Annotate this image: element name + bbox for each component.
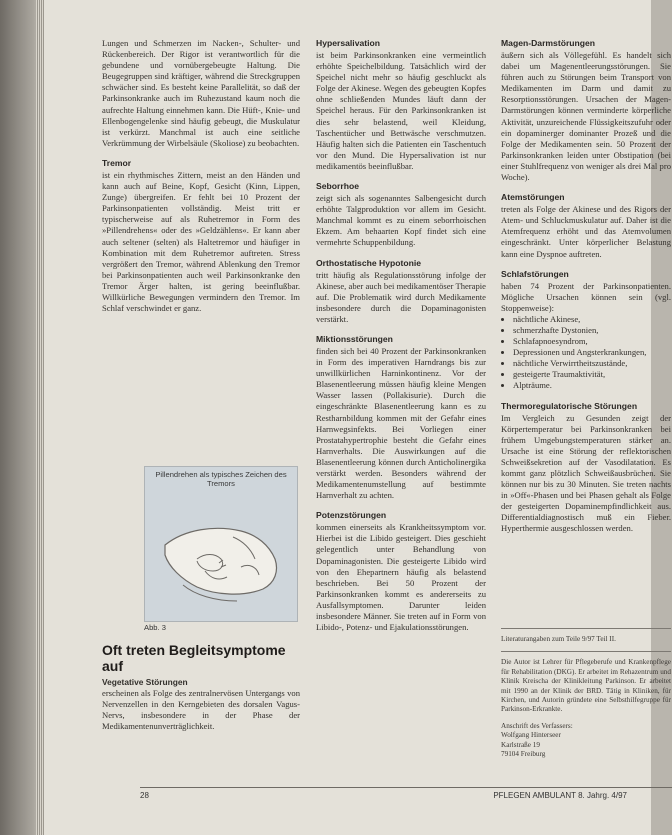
- list-item: • nächtliche Akinese,: [513, 314, 671, 325]
- magazine-issue: PFLEGEN AMBULANT 8. Jahrg. 4/97: [493, 791, 627, 800]
- list-item: • gesteigerte Traumaktivität,: [513, 369, 671, 380]
- list-item: • schmerzhafte Dystonien,: [513, 325, 671, 336]
- intro-paragraph: Lungen und Schmerzen im Nacken-, Schulter- und Rückenbereich. Der Rigor ist verantwortlich für die gebundene und vornübergebeugte Haltung. Die Beugegruppen sind kräftiger, während die Streckgruppen schwächer sind. Es besteht keine Parallelität, so daß der Parkinsonkranke auch im Ruhezustand kaum noch die aufrechte Haltung einnehmen kann. Die Hüft-, Knie- und Ellenbogengelenke sind häufig gebeugt, die Muskulatur ist verkürzt. Manchmal ist auch eine seitliche Verkrümmung der Wirbelsäule (Skoliose) zu beobachten.: [102, 38, 300, 148]
- schlaf-paragraph: haben 74 Prozent der Parkinsonpatienten. Mögliche Ursachen können sein (vgl. Stoppenweise):: [501, 280, 671, 313]
- tremor-paragraph: ist ein rhythmisches Zittern, meist an den Händen und kann auch auf Beine, Kopf, Gesicht (Kinn, Lippen, Zunge) übergreifen. Er fehlt bei 10 Prozent der Parkinsonpatienten vollständig. Meist tritt er typischerweise auf als Ruhetremor in Form des »Pillendrehens« oder des »Geldzählens«. Er kann aber auch seltener (selten) als Haltetremor und häufiger in Kombination mit dem Ruhetremor auftreten. Stress vergrößert den Tremor, während Ablenkung den Tremor bei Parkinsonpatienten auch weil Parkinsonkranke den Tremor Ärger halten, ist gering beeinflußbar. Willkürliche Bewegungen vermindern den Tremor. Im Schlaf verschwindet er ganz.: [102, 169, 300, 314]
- miktion-heading: Miktionsstörungen: [316, 333, 393, 344]
- address-street: Karlstraße 19: [501, 740, 540, 749]
- list-item: • Depressionen und Angsterkrankungen,: [513, 347, 671, 358]
- atem-paragraph: treten als Folge der Akinese und des Rigors der Atem- und Schluckmuskulatur auf. Daher ist die Atemfrequenz erhöht und das Atemvolumen eingeschränkt. Unter körperlicher Belastung kann eine Dyspnoe auftreten.: [501, 204, 671, 259]
- section-heading: Oft treten Begleitsymptome auf: [102, 642, 286, 674]
- column-3: [501, 38, 671, 544]
- column-1-lower: [102, 642, 300, 741]
- address-label: Anschrift des Verfassers:: [501, 721, 573, 730]
- column-2: [316, 38, 486, 642]
- potenz-heading: Potenzstörungen: [316, 510, 387, 521]
- address-name: Wolfgang Hinterseer: [501, 731, 561, 740]
- magen-paragraph: äußern sich als Völlegefühl. Es handelt sich dabei um Magenentleerungsstörungen. Sie führen auch zu Störungen beim Transport von Medikamenten im Darm und damit zu Resorptionsstörungen. Ursachen der Magen-Darmstörungen können verminderte körperliche Aktivität, unzureichende Flüssigkeitszufuhr oder ein dopaminerger dominanter Prozeß und die Folge der Medikamenten sein. 50 Prozent der Parkinsonkranken leiden unter Obstipation (bei einer Stuhlfrequenz von weniger als drei Mal pro Woche).: [501, 50, 671, 183]
- figure-label: Abb. 3: [144, 623, 166, 632]
- schlaf-list: [501, 314, 671, 392]
- note-divider: [501, 628, 671, 629]
- magen-heading: Magen-Darmstörungen: [501, 38, 596, 48]
- tremor-heading: Tremor: [102, 157, 132, 168]
- tremor-illustration: [144, 466, 298, 622]
- hypersalivation-heading: Hypersalivation: [316, 38, 380, 48]
- page-number: 28: [140, 791, 149, 800]
- figure-caption: Pillendrehen als typisches Zeichen des Tremors: [155, 470, 287, 488]
- thermo-heading: Thermoregulatorische Störungen: [501, 400, 638, 411]
- seborrhoe-heading: Seborrhoe: [316, 181, 359, 192]
- vegetative-paragraph: erscheinen als Folge des zentralnervösen Untergangs von Nervenzellen in den Kerngebieten des dorsalen Vagus-Nervs, insbesondere in der Phase der Medikamentenunverträglichkeit.: [102, 688, 300, 732]
- address-city: 79104 Freiburg: [501, 750, 546, 759]
- hypersalivation-paragraph: ist beim Parkinsonkranken eine vermeintlich erhöhte Speichelbildung. Tatsächlich wird der Speichel nicht mehr so häufig geschluckt als Folge der Akinese. Wegen des gebeugten Kopfes ohne schließenden Mundes läuft dann der Speichel heraus. Für den Parkinsonkranken ist dies sehr belastend, weil Kleidung, Taschentücher und Bettwäsche verschmutzen. Häufig halten sich die Patienten ein Taschentuch vor den Mund. Die Hypersalivation ist nur medikamentös beeinflußbar.: [316, 50, 486, 171]
- vegetative-heading: Vegetative Störungen: [102, 677, 188, 687]
- author-bio: Die Autor ist Lehrer für Pflegeberufe und Krankenpflege für Rehabilitation (DKG). Er arbeitet im Rehazentrum und Klinik Kreischa der Klinikleitung Parkinson. Er arbeitet mit 1990 an der Klinik der BRD. Tätig in Kliniken, für Kirchen, und Autorin gründete eine Selbsthilfegruppe für Parkinson-Erkrankte.: [501, 658, 671, 714]
- atem-heading: Atemstörungen: [501, 192, 565, 203]
- note-divider: [501, 651, 671, 652]
- list-item: • Alpträume.: [513, 380, 671, 391]
- column-1: [102, 38, 300, 323]
- schlaf-heading: Schlafstörungen: [501, 268, 569, 279]
- literature-reference: Literaturangaben zum Teile 9/97 Teil II.: [501, 635, 616, 643]
- hypotonie-heading: Orthostatische Hypotonie: [316, 257, 422, 268]
- seborrhoe-paragraph: zeigt sich als sogenanntes Salbengesicht durch erhöhte Talgproduktion vor allem im Gesicht. Manchmal kommt es zu einem seborrhoischen Ekzem. Am behaarten Kopf findet sich eine vermehrte Schuppenbildung.: [316, 193, 486, 248]
- hand-drawing-icon: [145, 467, 297, 621]
- miktion-paragraph: finden sich bei 40 Prozent der Parkinsonkranken in Form des imperativen Harndrangs bis zur unwillkürlichen Harninkontinenz. Vor der Blasenentleerung müssen häufig kleine Mengen Wasser lassen (Pollakisurie). Durch die eingeschränkte Blasenentleerung kann es zu Restharnbildung kommen mit der Gefahr eines Harnwegsinfekts. Bei Vorliegen einer Prostatahypertrophie besteht die Gefahr eines Harnverhalts. Die Auswirkungen auf die Blasenentleerung können durch Anticholinergika verstärkt werden. Besonders während der Medikamentenumstellung auf bestimmte Harnverhalt zu achten.: [316, 345, 486, 501]
- list-item: • Schlafapnoesyndrom,: [513, 336, 671, 347]
- footer-divider: [140, 787, 672, 788]
- thermo-paragraph: Im Vergleich zu Gesunden zeigt der Körpertemperatur bei Parkinsonkranken bei frühem Umgebungstemperaturen stärker an. Ursache ist eine Störung der reflektorischen Schweißsekretion auf der Vasodilatation. Es kommt ganz plötzlich Schweißausbrüchen. Sie können nur bis zu 30 Minuten. Sie treten nachts in »Off«-Phasen und bei Phasen gehalt als Folge der gesteigerten Dopaminempfindlichkeit aus. Differentialdiagnostisch muß ein Fieber. Hyperthermie ausgeschlossen werden.: [501, 412, 671, 534]
- hypotonie-paragraph: tritt häufig als Regulationsstörung infolge der Akinese, aber auch bei medikamentöser Therapie auf. Die Problematik wird durch Medikamente insbesondere durch die Dopaminagonisten verstärkt.: [316, 269, 486, 324]
- magazine-page: [44, 0, 671, 835]
- author-note: [501, 628, 671, 759]
- list-item: • nächtliche Verwirrtheitszustände,: [513, 358, 671, 369]
- potenz-paragraph: kommen einerseits als Krankheitssymptom vor. Hierbei ist die Libido gesteigert. Dies geschieht gelegentlich unter Behandlung von Dopaminagonisten. Die gesteigerte Libido wird von den Ehepartnern häufig als belastend beschrieben. Bei 50 Prozent der Parkinsonkranken kommt es andererseits zu Ausfallsymptomen. Darunter leiden insbesondere Männer. Sie treten auf in Form von Libido-, Potenz- und Ejakulationsstörungen.: [316, 522, 486, 633]
